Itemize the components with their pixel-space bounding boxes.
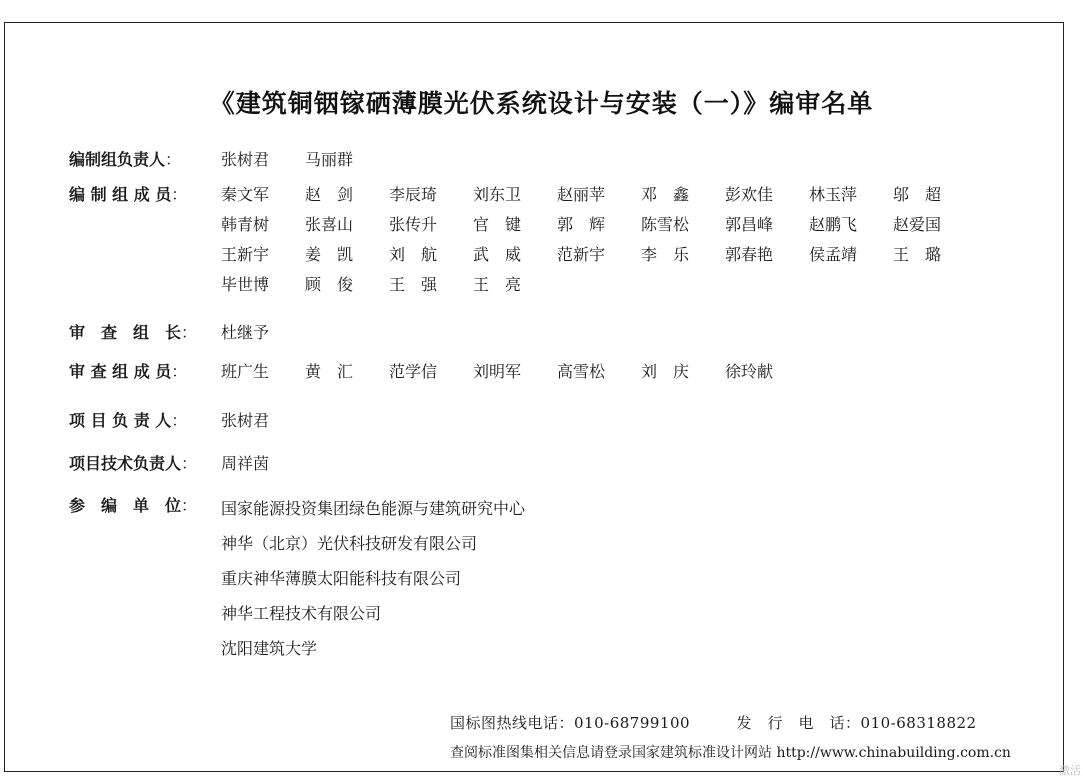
- leaders-label: 编制组负责人：: [69, 150, 182, 169]
- review-leader-label: 审 查 组 长：: [69, 323, 198, 342]
- unit-item: 沈阳建筑大学: [221, 639, 318, 658]
- member-name: 郭 辉: [557, 215, 606, 234]
- member-name: 刘东卫: [473, 185, 522, 204]
- review-member-name: 刘明军: [473, 362, 522, 381]
- tech-lead-name: 周祥茵: [221, 454, 270, 473]
- leaders-row: [69, 145, 389, 175]
- member-name: 赵爱国: [893, 215, 942, 234]
- member-name: 郭昌峰: [725, 215, 774, 234]
- member-name: 彭欢佳: [725, 185, 774, 204]
- review-members-row: [69, 357, 809, 387]
- unit-item: 神华（北京）光伏科技研发有限公司: [221, 534, 478, 553]
- unit-item: 神华工程技术有限公司: [221, 604, 382, 623]
- member-name: 邬 超: [893, 185, 942, 204]
- review-member-name: 班广生: [221, 362, 270, 381]
- review-members-label: 审 查 组 成 员：: [69, 362, 188, 381]
- unit-item: 重庆神华薄膜太阳能科技有限公司: [221, 569, 462, 588]
- member-name: 武 威: [473, 245, 522, 264]
- review-member-name: 刘 庆: [641, 362, 690, 381]
- members-names: [221, 180, 977, 300]
- units-label: 参 编 单 位：: [69, 496, 198, 515]
- member-name: 赵鹏飞: [809, 215, 858, 234]
- units-row: [69, 491, 525, 666]
- review-member-name: 范学信: [389, 362, 438, 381]
- member-name: 韩青树: [221, 215, 270, 234]
- member-name: 邓 鑫: [641, 185, 690, 204]
- review-member-name: 高雪松: [557, 362, 606, 381]
- project-lead-label: 项 目 负 责 人：: [69, 411, 188, 430]
- member-name: 王 亮: [473, 275, 522, 294]
- members-row: [69, 180, 977, 300]
- project-lead-name: 张树君: [221, 411, 270, 430]
- members-label: 编 制 组 成 员：: [69, 185, 188, 204]
- review-leader-row: [69, 318, 269, 348]
- member-name: 王新宇: [221, 245, 270, 264]
- member-name: 毕世博: [221, 275, 270, 294]
- leader-name: 马丽群: [305, 150, 354, 169]
- tech-lead-row: [69, 449, 269, 479]
- review-member-name: 黄 汇: [305, 362, 354, 381]
- member-name: 侯孟靖: [809, 245, 858, 264]
- review-member-name: 徐玲献: [725, 362, 774, 381]
- member-name: 王 璐: [893, 245, 942, 264]
- member-name: 顾 俊: [305, 275, 354, 294]
- hotline-text: 国标图热线电话：010-68799100 发 行 电 话：010-68318822: [450, 714, 977, 732]
- member-name: 张传升: [389, 215, 438, 234]
- review-members-names: [221, 357, 809, 387]
- member-name: 李辰琦: [389, 185, 438, 204]
- member-name: 刘 航: [389, 245, 438, 264]
- website-text: 查阅标准图集相关信息请登录国家建筑标准设计网站 http://www.chinabuilding.com.cn: [450, 745, 1011, 761]
- member-name: 李 乐: [641, 245, 690, 264]
- member-name: 赵 剑: [305, 185, 354, 204]
- member-name: 秦文军: [221, 185, 270, 204]
- page-title: 《建筑铜铟镓硒薄膜光伏系统设计与安装（一）》编审名单: [209, 89, 874, 118]
- member-name: 林玉萍: [809, 185, 858, 204]
- review-leader-name: 杜继予: [221, 323, 270, 342]
- watermark: 激活: [1059, 764, 1081, 777]
- member-name: 赵丽苹: [557, 185, 606, 204]
- member-name: 官 键: [473, 215, 522, 234]
- member-name: 郭春艳: [725, 245, 774, 264]
- member-name: 陈雪松: [641, 215, 690, 234]
- member-name: 张喜山: [305, 215, 354, 234]
- units-list: [221, 491, 525, 666]
- leader-name: 张树君: [221, 150, 270, 169]
- project-lead-row: [69, 406, 269, 436]
- member-name: 范新宇: [557, 245, 606, 264]
- member-name: 王 强: [389, 275, 438, 294]
- tech-lead-label: 项目技术负责人：: [69, 454, 198, 473]
- member-name: 姜 凯: [305, 245, 354, 264]
- unit-item: 国家能源投资集团绿色能源与建筑研究中心: [221, 499, 526, 518]
- leaders-names: [221, 145, 389, 175]
